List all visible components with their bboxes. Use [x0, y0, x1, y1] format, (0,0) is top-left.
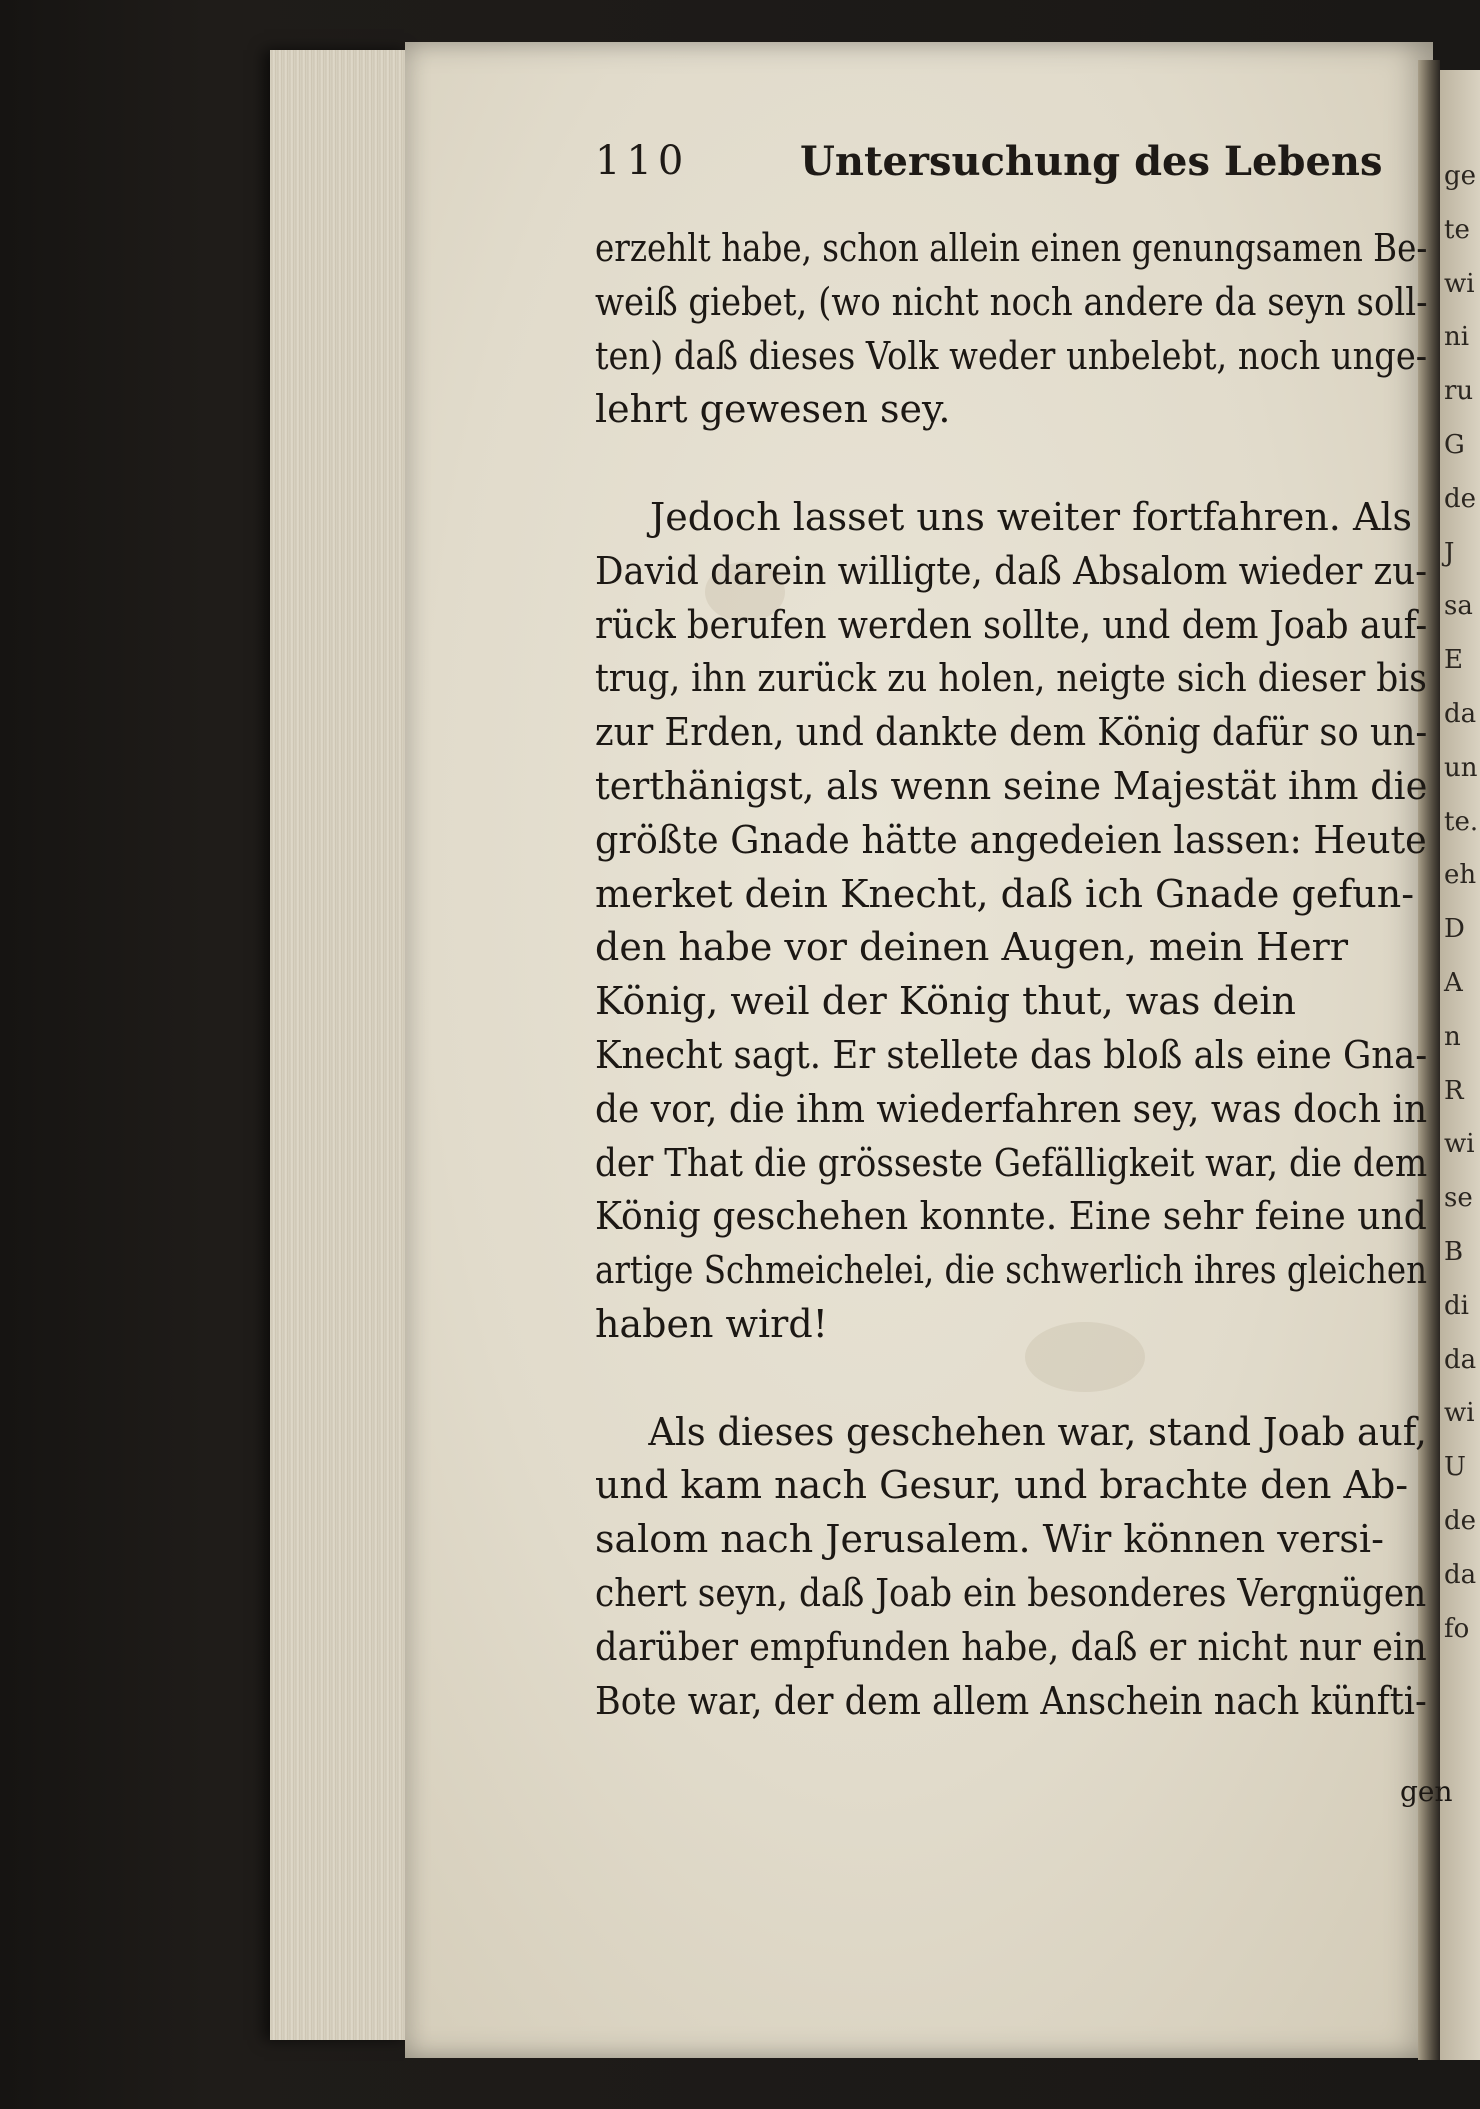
text-line: Knecht sagt. Er stellete das bloß als eine Gna-: [595, 1032, 1428, 1077]
facing-page-fragment: G: [1444, 429, 1465, 460]
facing-page-strip: [1440, 70, 1480, 2060]
text-line: de vor, die ihm wiederfahren sey, was doch in: [595, 1086, 1428, 1131]
page-header: [595, 138, 1383, 198]
facing-page-fragment: te.: [1444, 806, 1479, 837]
text-line: artige Schmeichelei, die schwerlich ihres gleichen: [595, 1248, 1428, 1293]
paragraph-1: [595, 222, 1427, 437]
body-text: [595, 222, 1427, 1728]
facing-page-fragment: n: [1444, 1021, 1461, 1052]
text-line: rück berufen werden sollte, und dem Joab auf-: [595, 602, 1428, 647]
catchword: gen: [1400, 1775, 1453, 1808]
facing-page-fragment: J: [1444, 537, 1455, 568]
facing-page-fragment: wi: [1444, 1129, 1475, 1160]
paragraph-3: [595, 1406, 1427, 1729]
text-line: merket dein Knecht, daß ich Gnade gefun-: [595, 871, 1415, 916]
facing-page-fragment: te: [1444, 214, 1470, 245]
text-line: darüber empfunden habe, daß er nicht nur ein: [595, 1624, 1427, 1669]
facing-page-fragment: eh: [1444, 860, 1477, 891]
text-line: haben wird!: [595, 1301, 828, 1346]
facing-page-fragment: D: [1444, 914, 1465, 945]
facing-page-fragment: de: [1444, 1505, 1477, 1536]
text-line: erzehlt habe, schon allein einen genungsamen Be-: [595, 226, 1428, 270]
facing-page-fragment: ge: [1444, 161, 1477, 191]
paragraph-2: [595, 491, 1427, 1352]
book-page-edges: [270, 50, 410, 2040]
text-line: weiß giebet, (wo nicht noch andere da seyn soll-: [595, 279, 1428, 324]
text-line: zur Erden, und dankte dem König dafür so un-: [595, 710, 1428, 755]
facing-page-fragment: da: [1444, 1344, 1477, 1375]
facing-page-fragment: A: [1444, 967, 1463, 998]
facing-page-fragment: ru: [1444, 376, 1474, 407]
text-line: und kam nach Gesur, und brachte den Ab-: [595, 1463, 1409, 1508]
facing-page-fragment: wi: [1444, 268, 1475, 299]
facing-page-fragment: da: [1444, 698, 1477, 729]
text-line: Bote war, der dem allem Anschein nach künfti-: [595, 1678, 1427, 1723]
facing-page-fragment: da: [1444, 1559, 1477, 1590]
facing-page-fragment: U: [1444, 1452, 1466, 1483]
page-number: 110: [595, 138, 690, 184]
text-line: terthänigst, als wenn seine Majestät ihm die: [595, 763, 1428, 808]
text-line: salom nach Jerusalem. Wir können versi-: [595, 1517, 1384, 1562]
facing-page-fragment: un: [1444, 752, 1478, 783]
text-line: größte Gnade hätte angedeien lassen: Heute: [595, 817, 1427, 862]
text-line: trug, ihn zurück zu holen, neigte sich dieser bis: [595, 656, 1427, 701]
facing-page-fragment: di: [1444, 1290, 1469, 1321]
text-line: lehrt gewesen sey.: [595, 387, 951, 432]
facing-page-fragment: B: [1444, 1236, 1464, 1267]
text-line: ten) daß dieses Volk weder unbelebt, noch unge-: [595, 333, 1428, 378]
text-line: Als dieses geschehen war, stand Joab auf,: [648, 1409, 1427, 1454]
facing-page-fragment: sa: [1444, 591, 1473, 622]
text-line: David darein willigte, daß Absalom wieder zu-: [595, 548, 1428, 593]
facing-page-fragment: de: [1444, 483, 1477, 514]
text-line: den habe vor deinen Augen, mein Herr: [595, 925, 1349, 970]
text-line: König geschehen konnte. Eine sehr feine und: [595, 1194, 1427, 1239]
facing-page-fragment: E: [1444, 645, 1463, 676]
facing-page-fragment: ni: [1444, 322, 1470, 353]
text-line: Jedoch lasset uns weiter fortfahren. Als: [650, 494, 1413, 539]
facing-page-fragment: R: [1444, 1075, 1464, 1106]
facing-page-fragment: se: [1444, 1183, 1473, 1214]
text-line: König, weil der König thut, was dein: [595, 979, 1296, 1024]
running-title: Untersuchung des Lebens: [800, 138, 1383, 185]
facing-page-fragment: wi: [1444, 1398, 1475, 1429]
text-line: der That die grösseste Gefälligkeit war, die dem: [595, 1140, 1428, 1185]
facing-page-fragment: fo: [1444, 1613, 1470, 1644]
text-line: chert seyn, daß Joab ein besonderes Vergnügen: [595, 1570, 1427, 1615]
